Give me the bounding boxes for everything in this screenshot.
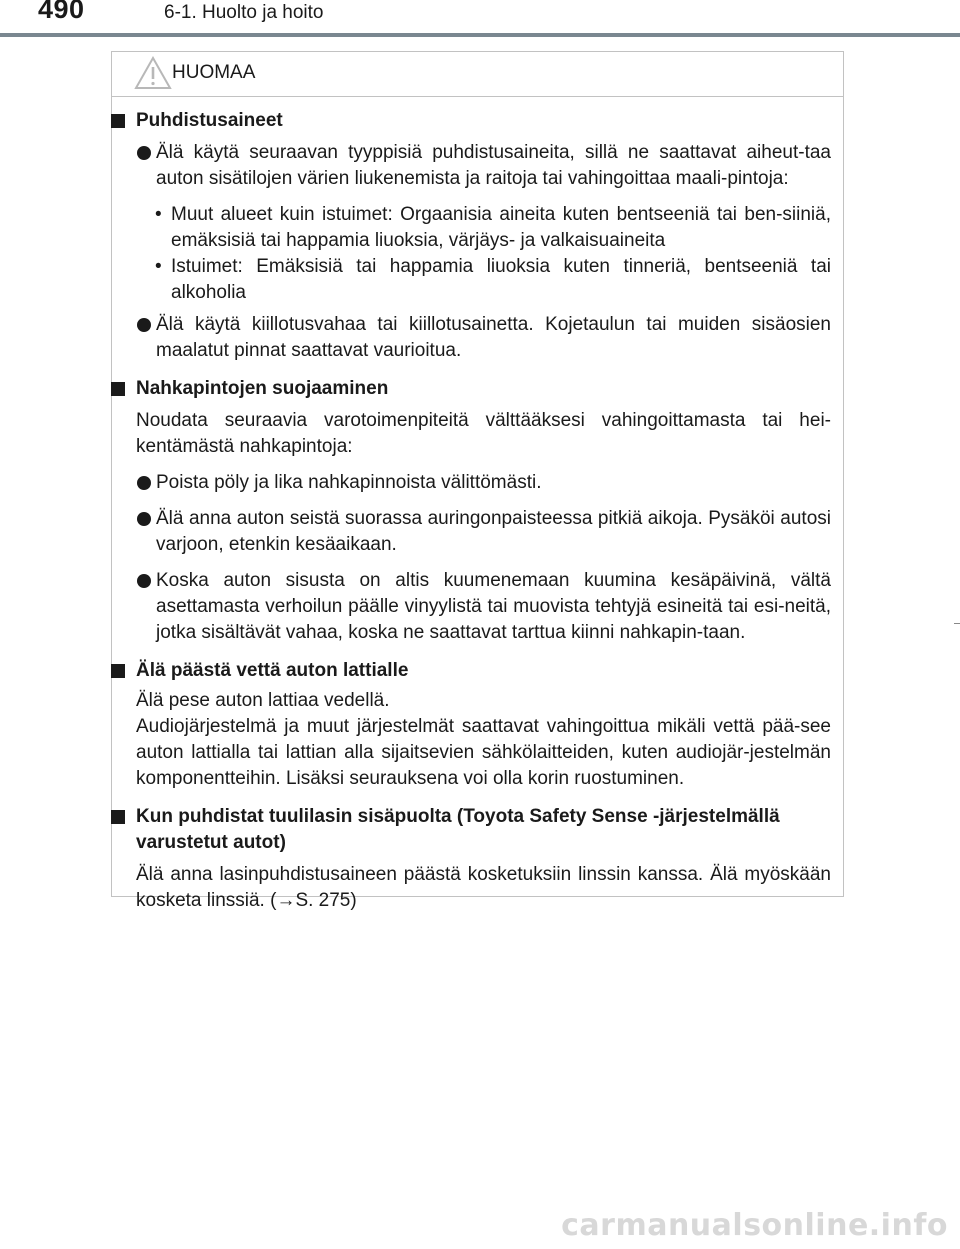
square-bullet-icon: [111, 664, 125, 678]
round-bullet-icon: [137, 146, 151, 160]
round-bullet-icon: [137, 476, 151, 490]
header-rule: [0, 33, 960, 37]
watermark: carmanualsonline.info: [561, 1208, 948, 1243]
section-heading: Puhdistusaineet: [111, 108, 841, 134]
square-bullet-icon: [111, 810, 125, 824]
square-bullet-icon: [111, 114, 125, 128]
notice-header: [112, 52, 843, 97]
section-heading: Kun puhdistat tuulilasin sisäpuolta (Toyota Safety Sense -järjestelmällä varustetut autot): [111, 804, 841, 856]
notice-content: [111, 108, 841, 914]
edge-mark: [954, 623, 960, 624]
section-nahkapintojen-suojaaminen: [111, 376, 841, 646]
round-bullet-icon: [137, 512, 151, 526]
list-item: Älä anna auton seistä suorassa auringonpaisteessa pitkiä aikoja. Pysäköi autosi varjoon, etenkin kesäaikaan.: [111, 506, 841, 558]
section-heading: Nahkapintojen suojaaminen: [111, 376, 841, 402]
square-bullet-icon: [111, 382, 125, 396]
list-item: Älä käytä seuraavan tyyppisiä puhdistusaineita, sillä ne saattavat aiheut-taa auton sisätilojen värien liukenemista ja raitoja tai vahingoittaa maali-pintoja:: [111, 140, 841, 192]
section-puhdistusaineet: [111, 108, 841, 364]
section-text: Älä anna lasinpuhdistusaineen päästä kosketuksiin linssin kanssa. Älä myöskään kosketa linssiä. (→S. 275): [136, 864, 831, 911]
section-text: Audiojärjestelmä ja muut järjestelmät saattavat vahingoittua mikäli vettä pää-see auton lattialla tai lattian alla sijaitsevien sähkölaitteiden, kuten audiojär-jestelmän komponentteihin. Lisäksi seurauksena voi olla korin ruostuminen.: [136, 716, 831, 789]
notice-title: HUOMAA: [172, 62, 256, 83]
warning-triangle-icon: [134, 56, 172, 90]
list-item: Älä käytä kiillotusvahaa tai kiillotusainetta. Kojetaulun tai muiden sisäosien maalatut pinnat saattavat vaurioitua.: [111, 312, 841, 364]
section-heading: Älä päästä vettä auton lattialle: [111, 658, 841, 684]
section-tuulilasi: [111, 804, 841, 914]
round-bullet-icon: [137, 574, 151, 588]
section-intro: Noudata seuraavia varotoimenpiteitä välttääksesi vahingoittamasta tai hei-kentämästä nahkapintoja:: [136, 410, 831, 457]
list-item: Poista pöly ja lika nahkapinnoista välittömästi.: [111, 470, 841, 496]
page-number: 490: [38, 0, 85, 24]
round-bullet-icon: [137, 318, 151, 332]
section-ala-paasta-vetta: [111, 658, 841, 792]
list-item: Koska auton sisusta on altis kuumenemaan kuumina kesäpäivinä, vältä asettamasta verhoilun päälle vinyylistä tai muovista tehtyjä esineitä tai esi-neitä, jotka sisältävät vahaa, koska ne saattavat tarttua kiinni nahkapin-taan.: [111, 568, 841, 646]
sub-list-item: • Muut alueet kuin istuimet: Orgaanisia aineita kuten bentseeniä tai ben-siiniä, emäksisiä tai happamia liuoksia, värjäys- ja valkaisuaineita: [155, 204, 831, 251]
sub-list-item: • Istuimet: Emäksisiä tai happamia liuoksia kuten tinneriä, bentseeniä tai alkoholia: [155, 256, 831, 303]
section-title: 6-1. Huolto ja hoito: [164, 2, 324, 23]
sub-list: [111, 202, 841, 306]
section-text: Älä pese auton lattiaa vedellä.: [136, 690, 390, 711]
